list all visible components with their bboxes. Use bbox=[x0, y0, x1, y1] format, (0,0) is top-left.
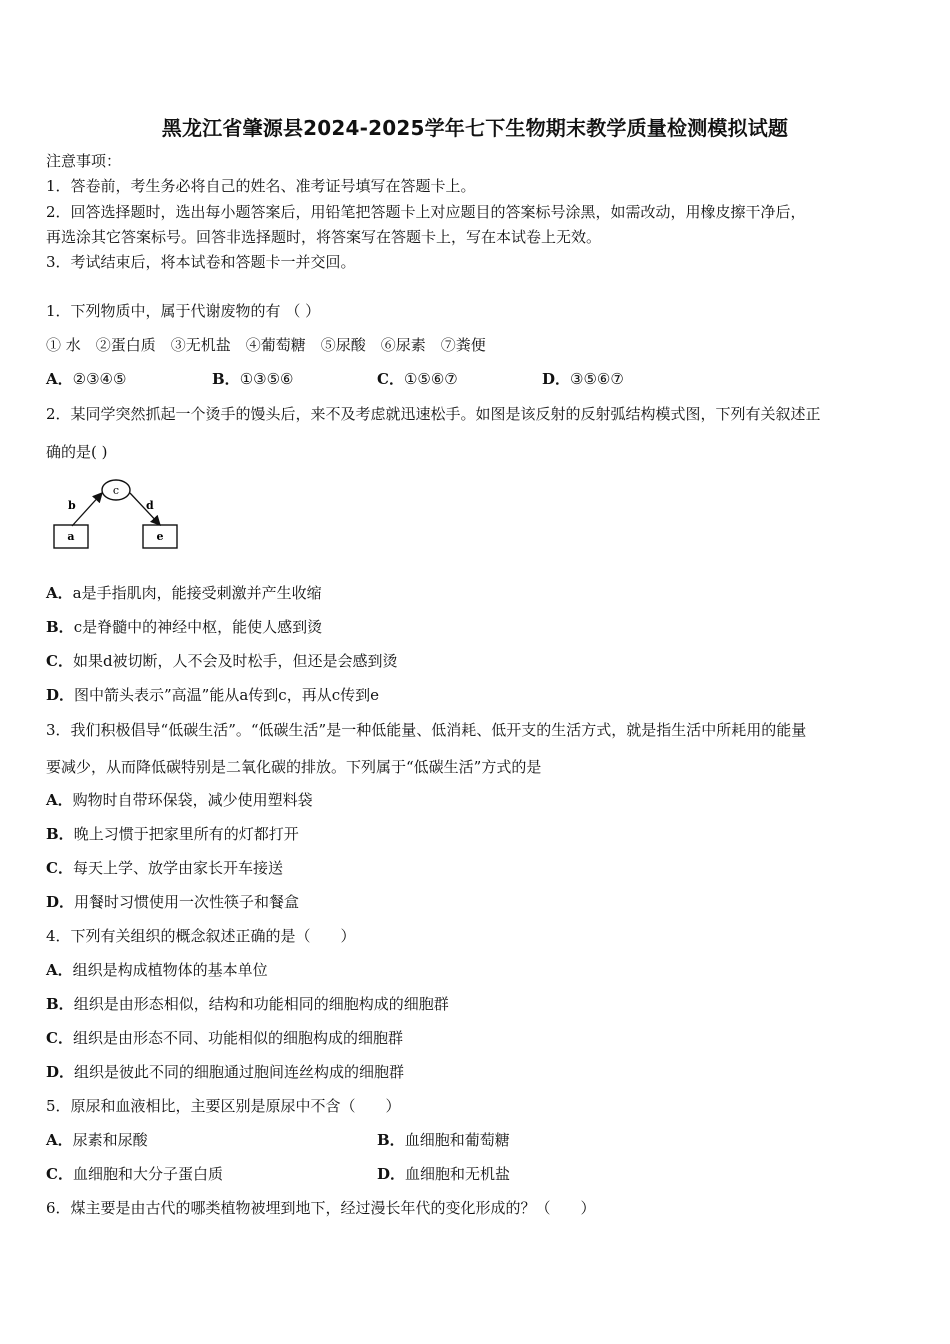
notice-item: 2．回答选择题时，选出每小题答案后，用铅笔把答题卡上对应题目的答案标号涂黑，如需改动，用橡皮擦干净后， bbox=[46, 203, 806, 221]
q3-option-a[interactable]: A．购物时自带环保袋，减少使用塑料袋 bbox=[46, 791, 313, 809]
notice-heading: 注意事项： bbox=[46, 152, 122, 170]
notice-item: 再选涂其它答案标号。回答非选择题时，将答案写在答题卡上，写在本试卷上无效。 bbox=[46, 228, 602, 246]
question-3-stem-cont: 要减少，从而降低碳特别是二氧化碳的排放。下列属于“低碳生活”方式的是 bbox=[46, 758, 542, 776]
q5-option-c[interactable]: C．血细胞和大分子蛋白质 bbox=[46, 1165, 223, 1183]
diagram-arrow-d bbox=[130, 493, 160, 525]
q1-option-c[interactable]: C．①⑤⑥⑦ bbox=[377, 370, 458, 388]
question-2-stem-cont: 确的是( ) bbox=[46, 443, 108, 461]
q3-option-d[interactable]: D．用餐时习惯使用一次性筷子和餐盒 bbox=[46, 893, 300, 911]
q2-option-c[interactable]: C．如果d被切断，人不会及时松手，但还是会感到烫 bbox=[46, 652, 398, 670]
q4-option-d[interactable]: D．组织是彼此不同的细胞通过胞间连丝构成的细胞群 bbox=[46, 1063, 405, 1081]
notice-item: 3．考试结束后，将本试卷和答题卡一并交回。 bbox=[46, 253, 356, 271]
question-1-stem: 1．下列物质中，属于代谢废物的有 （ ） bbox=[46, 302, 321, 320]
q5-option-b[interactable]: B．血细胞和葡萄糖 bbox=[377, 1131, 510, 1149]
diagram-label-e: e bbox=[156, 530, 164, 543]
q2-option-b[interactable]: B．c是脊髓中的神经中枢，能使人感到烫 bbox=[46, 618, 323, 636]
q5-option-a[interactable]: A．尿素和尿酸 bbox=[46, 1131, 148, 1149]
q1-option-d[interactable]: D．③⑤⑥⑦ bbox=[542, 370, 624, 388]
diagram-label-d: d bbox=[146, 499, 154, 512]
q1-option-b[interactable]: B．①③⑤⑥ bbox=[212, 370, 294, 388]
reflex-arc-diagram bbox=[50, 476, 182, 554]
diagram-arrow-b bbox=[72, 493, 102, 526]
q3-option-b[interactable]: B．晚上习惯于把家里所有的灯都打开 bbox=[46, 825, 299, 843]
q2-option-d[interactable]: D．图中箭头表示”高温”能从a传到c，再从c传到e bbox=[46, 686, 379, 704]
q1-option-a[interactable]: A．②③④⑤ bbox=[46, 370, 127, 388]
q3-option-c[interactable]: C．每天上学、放学由家长开车接送 bbox=[46, 859, 283, 877]
page-title: 黑龙江省肇源县2024-2025学年七下生物期末教学质量检测模拟试题 bbox=[161, 116, 789, 140]
q4-option-c[interactable]: C．组织是由形态不同、功能相似的细胞构成的细胞群 bbox=[46, 1029, 403, 1047]
q4-option-a[interactable]: A．组织是构成植物体的基本单位 bbox=[46, 961, 268, 979]
q4-option-b[interactable]: B．组织是由形态相似，结构和功能相同的细胞构成的细胞群 bbox=[46, 995, 449, 1013]
question-2-stem: 2．某同学突然抓起一个烫手的馒头后，来不及考虑就迅速松手。如图是该反射的反射弧结构模式图，下列有关叙述正 bbox=[46, 405, 821, 423]
diagram-label-c: c bbox=[112, 484, 120, 497]
diagram-label-b: b bbox=[68, 499, 76, 512]
notice-item: 1．答卷前，考生务必将自己的姓名、准考证号填写在答题卡上。 bbox=[46, 177, 476, 195]
question-6-stem: 6．煤主要是由古代的哪类植物被埋到地下，经过漫长年代的变化形成的？（ ） bbox=[46, 1199, 596, 1217]
question-3-stem: 3．我们积极倡导“低碳生活”。“低碳生活”是一种低能量、低消耗、低开支的生活方式，就是指生活中所耗用的能量 bbox=[46, 721, 807, 739]
question-1-items: ① 水 ②蛋白质 ③无机盐 ④葡萄糖 ⑤尿酸 ⑥尿素 ⑦粪便 bbox=[46, 336, 486, 354]
q2-option-a[interactable]: A．a是手指肌肉，能接受刺激并产生收缩 bbox=[46, 584, 322, 602]
diagram-label-a: a bbox=[67, 530, 75, 543]
question-4-stem: 4．下列有关组织的概念叙述正确的是（ ） bbox=[46, 927, 356, 945]
question-5-stem: 5．原尿和血液相比，主要区别是原尿中不含（ ） bbox=[46, 1097, 401, 1115]
q5-option-d[interactable]: D．血细胞和无机盐 bbox=[377, 1165, 511, 1183]
